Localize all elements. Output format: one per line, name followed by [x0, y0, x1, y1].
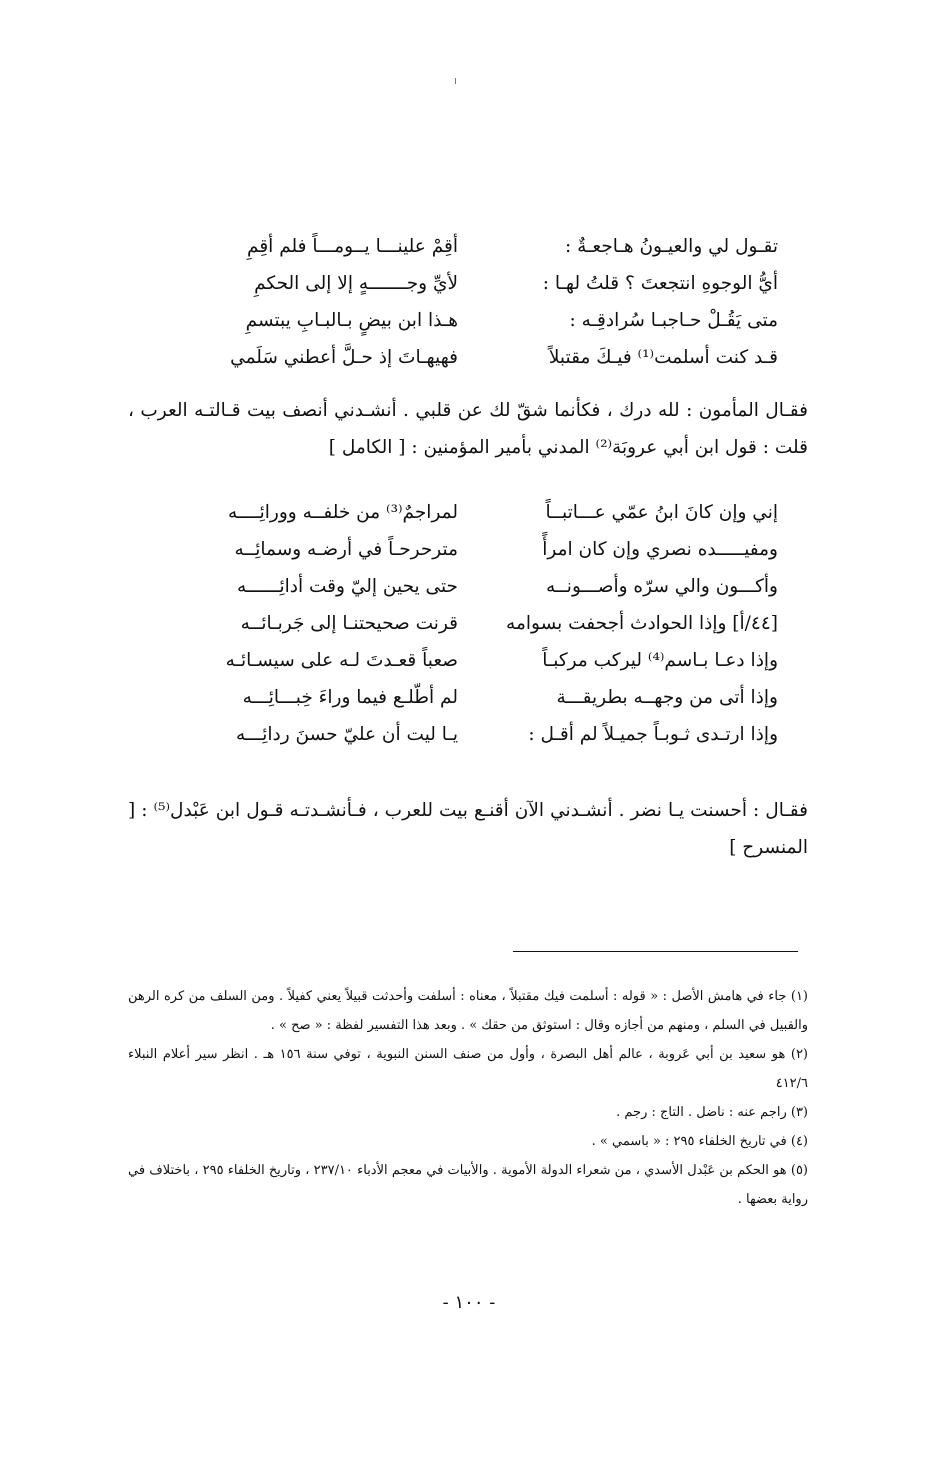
second-hemistich: لم أطّلـع فيما وراءَ خِبـــائِـــه: [242, 687, 458, 708]
verse-line: [158, 642, 778, 679]
footnote-2: (٢) هو سعيد بن أبي عَروبة ، عالم أهل البصرة ، وأول من صنف السنن النبوية ، توفي سنة ١٥٦ هـ . انظر سير أعلام النبلاء ٤١٢/٦: [128, 1047, 808, 1091]
footnote-4: (٤) في تاريخ الخلفاء ٢٩٥ : « باسمي » .: [591, 1134, 808, 1149]
prose-paragraph-1: فقـال المأمون : لله درك ، فكأنما شقّ لك عن قلبي . أنشـدني أنصف بيت قـالتـه العرب ، قلت : قول ابن أبي عروبَة⁽²⁾ المدني بأمير المؤمنين : [ الكامل ]: [128, 400, 808, 458]
first-hemistich: وإذا ارتـدى ثـوبـاً جميـلاً لم أقـل :: [528, 724, 778, 745]
second-hemistich: قرنت صحيحتنـا إلى جَربـائــه: [240, 613, 458, 634]
second-hemistich: حتى يحين إليّ وقت أدائِــــــه: [237, 576, 458, 597]
poem-block-1: [158, 228, 778, 376]
second-hemistich: لمراجمٌ⁽³⁾ من خلفــه وورائِــــه: [228, 502, 458, 523]
footnote-separator: [513, 951, 798, 952]
second-hemistich: صعباً قعـدتَ لـه على سيسـائـه: [225, 650, 458, 671]
verse-line: [158, 531, 778, 568]
verse-line: [158, 605, 778, 642]
verse-line: [158, 716, 778, 753]
verse-line: [158, 302, 778, 339]
verse-line: [158, 265, 778, 302]
first-hemistich: وإذا أتى من وجهــه بطريقـــة: [556, 687, 778, 708]
second-hemistich: مترحرحـاً في أرضـه وسمائِــه: [234, 539, 458, 560]
verse-line: [158, 494, 778, 531]
footnotes: [128, 982, 808, 1214]
verse-line: [158, 228, 778, 265]
first-hemistich: تقـول لي والعيـونُ هـاجعـةٌ :: [564, 236, 778, 257]
second-hemistich: هـذا ابن بيضٍ بـالبـابِ يبتسمِ: [245, 310, 458, 331]
second-hemistich: فهيهـاتَ إذ حـلَّ أعطني سَلَمي: [230, 347, 458, 368]
footnote-3: (٣) راجم عنه : ناضل . التاج : رجم .: [616, 1105, 808, 1120]
second-hemistich: لأيِّ وجـــــــهٍ إلا إلى الحكمِ: [254, 273, 458, 294]
footnote-1: (١) جاء في هامش الأصل : « قوله : أسلمت فيك مقتبلاً ، معناه : أسلفت وأحدثت قبيلاً يعني كفيلاً . ومن السلف من كره الرهن والقبيل في السلم ، ومنهم من أجازه وقال : استوثق من حقك » . وبعد هذا التفسير لفظة : « صح » .: [128, 989, 808, 1033]
scan-speck: [455, 78, 456, 84]
first-hemistich: أيُّ الوجوهِ انتجعتَ ؟ قلتُ لهـا :: [542, 273, 778, 294]
prose-paragraph-2: فقـال : أحسنت يـا نضر . أنشـدني الآن أقنـع بيت للعرب ، فـأنشـدتـه قـول ابن عَبْدل⁽⁵⁾ : [ المنسرح ]: [128, 800, 808, 858]
verse-line: [158, 339, 778, 376]
first-hemistich: ومفيـــــده نصري وإن كان امرأً: [542, 539, 778, 560]
verse-line: [158, 568, 778, 605]
first-hemistich: متى يَقُـلْ حـاجبـا سُرادقِـه :: [569, 310, 778, 331]
verse-line: [158, 679, 778, 716]
first-hemistich: قـد كنت أسلمت⁽¹⁾ فيـكَ مقتبلاً: [548, 347, 778, 368]
first-hemistich: إني وإن كانَ ابنُ عمّي عـــاتبــاً: [545, 502, 778, 523]
second-hemistich: أقِمْ علينـــا يــومـــاً فلم أقِمِ: [247, 236, 458, 257]
poem-block-2: [158, 494, 778, 753]
first-hemistich: وأكـــون والي سرّه وأصـــونــه: [546, 576, 778, 597]
footnote-5: (٥) هو الحكم بن عَبْدل الأسدي ، من شعراء الدولة الأموية . والأبيات في معجم الأدباء ٢٣٧/١٠ ، وتاريخ الخلفاء ٢٩٥ ، باختلاف في رواية بعضها .: [128, 1163, 808, 1207]
first-hemistich: [٤٤/أ] وإذا الحوادث أجحفت بسوامه: [506, 613, 778, 634]
second-hemistich: يـا ليت أن عليّ حسنَ ردائِـــه: [236, 724, 458, 745]
first-hemistich: وإذا دعـا بـاسم⁽⁴⁾ ليركب مركبـاً: [542, 650, 778, 671]
page-number: - ١٠٠ -: [442, 1292, 496, 1313]
